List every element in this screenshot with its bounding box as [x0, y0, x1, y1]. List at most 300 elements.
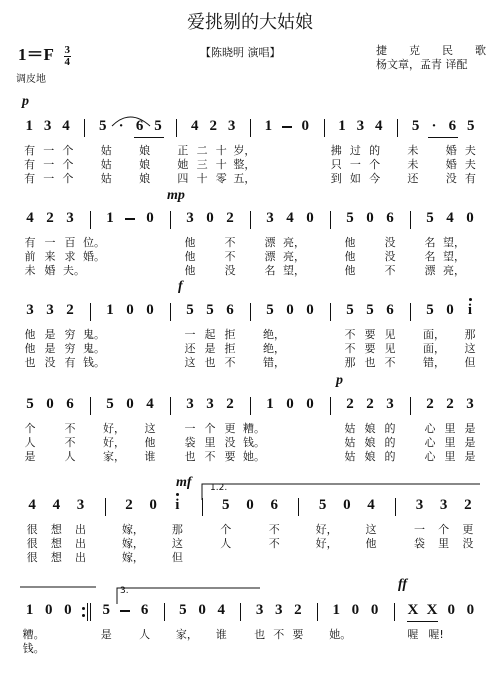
bar-line: [250, 397, 251, 415]
note: 0: [45, 602, 53, 618]
lyric-char: 十: [196, 172, 208, 185]
lyric-char: 一: [349, 158, 361, 171]
composer-credit: 捷 克 民 歌: [376, 44, 486, 57]
bar-line: [330, 303, 331, 321]
note: 3: [466, 396, 474, 412]
lyric-char: 有: [464, 172, 476, 185]
lyric-line-2: [20, 535, 480, 549]
lyric-char: 他: [144, 436, 156, 449]
lyric-char: 婚: [445, 144, 457, 157]
lyric-char: 零: [215, 172, 227, 185]
lyric-char: 他: [24, 342, 36, 355]
lyric-char: 是: [44, 328, 56, 341]
lyric-char: 不: [204, 450, 216, 463]
note: 0: [466, 210, 474, 226]
lyric-char: 不: [224, 250, 236, 263]
bar-line: [317, 603, 318, 621]
lyric-char: 不: [344, 342, 356, 355]
note: 0: [343, 497, 351, 513]
note: 2: [125, 497, 133, 513]
lyric-char: 求: [64, 250, 76, 263]
note: 0: [149, 497, 157, 513]
note: 1: [338, 118, 346, 134]
lyric-char: 姑: [344, 422, 356, 435]
lyric-char: 未: [24, 264, 36, 277]
lyric-char: 也: [184, 450, 196, 463]
lyric-char: 错，: [423, 356, 445, 369]
bar-line: [410, 211, 411, 229]
note: 0: [286, 396, 294, 412]
lyric-line-3: [20, 262, 480, 276]
lyric-char: 不: [273, 628, 285, 641]
note: 5: [426, 302, 434, 318]
note: 0: [301, 118, 309, 134]
key-signature: [18, 40, 71, 68]
lyric-char: 拂: [330, 144, 342, 157]
bar-line: [176, 119, 177, 137]
style-label: 调皮地: [16, 74, 46, 85]
lyric-char: 望，: [443, 236, 465, 249]
lyric-char: 谁: [215, 628, 227, 641]
lyric-char: 他: [184, 264, 196, 277]
note: 0: [206, 210, 214, 226]
note: 0: [447, 602, 455, 618]
lyric-char: 不: [64, 436, 76, 449]
time-bottom: 4: [64, 55, 71, 68]
lyric-line-2: [20, 434, 480, 448]
lyric-char: 拒: [224, 328, 236, 341]
lyric-char: 名: [264, 264, 276, 277]
dot-mark: ·: [118, 118, 124, 134]
lyric-char: 这: [184, 356, 196, 369]
lyric-char: 嫁，: [121, 523, 144, 536]
lyric-line-1: [20, 142, 480, 156]
lyric-char: 不: [384, 356, 396, 369]
lyric-char: 也: [254, 628, 266, 641]
lyric-char: 个: [62, 172, 74, 185]
lyric-char: 里: [444, 422, 456, 435]
note: 1: [266, 396, 274, 412]
note: 2: [226, 396, 234, 412]
lyric-char: 好，: [103, 422, 125, 435]
bar-line: [170, 397, 171, 415]
note: 6: [66, 396, 74, 412]
lyric-char: 不: [384, 264, 396, 277]
note: 0: [306, 396, 314, 412]
note: 1: [106, 210, 114, 226]
lyric-char: 也: [364, 356, 376, 369]
translator-credit: 杨文章，孟青 译配: [376, 58, 468, 71]
bar-line: [240, 603, 241, 621]
note: 3: [76, 497, 85, 513]
note: 0: [286, 302, 294, 318]
lyric-char: 她。: [329, 628, 352, 641]
note: 2: [209, 118, 217, 134]
lyric-line-2: [20, 640, 480, 654]
note: 3: [186, 210, 194, 226]
note: 5: [366, 302, 374, 318]
bar-line: [105, 498, 106, 516]
note: i: [467, 302, 473, 318]
note: 2: [226, 210, 234, 226]
lyric-char: 一: [43, 172, 55, 185]
bar-line: [84, 119, 85, 137]
lyric-char: 有: [64, 356, 76, 369]
lyric-char: 望，: [443, 250, 465, 263]
bar-line: [90, 397, 91, 415]
lyric-char: 姑: [344, 436, 356, 449]
note: 2: [66, 302, 74, 318]
time-top: 3: [64, 43, 71, 56]
note: 3: [356, 118, 365, 134]
lyric-char: 喔!: [428, 628, 444, 641]
lyric-char: 错，: [263, 356, 285, 369]
note: 6: [386, 210, 394, 226]
note-row: [20, 602, 480, 622]
dynamic-mp: mp: [167, 188, 185, 203]
lyric-char: 的: [384, 422, 396, 435]
lyric-char: 穷: [64, 342, 76, 355]
lyric-char: 整，: [233, 158, 256, 171]
note: 6: [270, 497, 278, 513]
lyric-char: 家，: [103, 450, 125, 463]
note: X: [407, 602, 419, 618]
lyric-char: 绝，: [263, 342, 285, 355]
lyric-line-2: [20, 248, 480, 262]
lyric-char: 个: [438, 523, 450, 536]
note: 0: [64, 602, 72, 618]
lyric-char: 婚: [445, 158, 457, 171]
lyric-char: 一: [413, 523, 425, 536]
bar-line: [164, 603, 165, 621]
lyric-char: 有: [24, 172, 36, 185]
bar-line: [170, 303, 171, 321]
lyric-char: 未: [407, 144, 419, 157]
note: 5: [206, 302, 214, 318]
lyric-line-3: [20, 448, 480, 462]
repeat-dot: [82, 607, 85, 610]
note: 3: [386, 396, 394, 412]
lyric-char: 没: [224, 436, 236, 449]
lyric-char: 是: [464, 450, 476, 463]
lyric-char: 但: [464, 356, 476, 369]
lyric-char: 个: [204, 422, 216, 435]
lyric-char: 姑: [100, 158, 112, 171]
lyric-char: 五，: [233, 172, 256, 185]
lyric-char: 起: [204, 328, 216, 341]
note: 0: [246, 497, 254, 513]
lyric-char: 这: [365, 523, 377, 536]
bar-line: [90, 303, 91, 321]
lyric-char: 想: [50, 523, 62, 536]
lyric-line-1: [20, 420, 480, 434]
lyric-char: 要: [292, 628, 304, 641]
beam-underline: [407, 621, 438, 622]
note-row: [20, 396, 480, 416]
lyric-char: 姑: [344, 450, 356, 463]
note: 1: [25, 602, 34, 618]
note: 5: [186, 302, 194, 318]
note: 5: [411, 118, 420, 134]
lyric-line-3: [20, 170, 480, 184]
lyric-char: 十: [215, 144, 227, 157]
key-label: 1＝F: [18, 45, 54, 64]
note: 3: [46, 302, 54, 318]
lyric-char: 家，: [175, 628, 198, 641]
lyric-char: 姑: [100, 172, 112, 185]
lyric-char: 糟。: [22, 628, 45, 641]
lyric-char: 个: [220, 523, 232, 536]
note: 3: [415, 497, 424, 513]
note: 5: [154, 118, 162, 134]
note-row: [20, 210, 480, 230]
lyric-char: 穷: [64, 328, 76, 341]
lyric-char: 的: [369, 144, 381, 157]
lyric-char: 娘: [139, 158, 151, 171]
note: 6: [448, 118, 457, 134]
dynamic-p-1: p: [22, 94, 29, 109]
note: 2: [426, 396, 434, 412]
note: 6: [386, 302, 394, 318]
dynamic-f: f: [178, 279, 183, 294]
lyric-char: 面，: [423, 342, 445, 355]
lyric-char: 他: [184, 236, 196, 249]
lyric-char: 亮，: [283, 250, 305, 263]
lyric-char: 岁，: [233, 144, 256, 157]
lyric-line-1: [20, 326, 480, 340]
note: 4: [367, 497, 375, 513]
lyric-char: 想: [50, 551, 62, 564]
note: 2: [346, 396, 354, 412]
lyric-char: 是: [464, 436, 476, 449]
note: 3: [275, 602, 283, 618]
lyric-char: 没: [445, 172, 457, 185]
lyric-char: 他: [344, 250, 356, 263]
bar-line: [202, 498, 203, 516]
volta-first-label: 1.2.: [210, 483, 228, 493]
lyric-char: 他: [24, 328, 36, 341]
lyric-line-1: [20, 521, 480, 535]
lyric-char: 他: [344, 236, 356, 249]
lyric-char: 袋: [413, 537, 425, 550]
lyric-char: 来: [44, 250, 56, 263]
lyric-char: 很: [26, 551, 38, 564]
note: 3: [26, 302, 34, 318]
lyric-char: 娘: [139, 144, 151, 157]
lyric-char: 如: [349, 172, 361, 185]
note: 3: [43, 118, 52, 134]
lyric-char: 名: [424, 236, 436, 249]
lyric-char: 个: [24, 422, 36, 435]
lyric-char: 很: [26, 537, 38, 550]
lyric-char: 位。: [83, 236, 105, 249]
note: 0: [306, 210, 314, 226]
note: 0: [46, 396, 54, 412]
lyric-char: 四: [177, 172, 189, 185]
lyric-char: 夫: [464, 158, 476, 171]
bar-line: [90, 211, 91, 229]
lyric-char: 不: [224, 356, 236, 369]
note: 0: [126, 302, 134, 318]
lyric-char: 糟。: [243, 422, 265, 435]
lyric-char: 里: [444, 450, 456, 463]
note: 4: [217, 602, 225, 618]
lyric-char: 的: [384, 450, 396, 463]
lyric-char: 过: [349, 144, 361, 157]
bar-line: [324, 119, 325, 137]
note: 3: [439, 497, 448, 513]
note: 1: [332, 602, 340, 618]
note: 0: [306, 302, 314, 318]
note: 0: [126, 396, 134, 412]
lyric-line-2: [20, 340, 480, 354]
note: 3: [227, 118, 236, 134]
note: 5: [346, 302, 354, 318]
lyric-char: 个: [369, 158, 381, 171]
lyric-char: 出: [75, 537, 87, 550]
lyric-char: 钱。: [83, 356, 105, 369]
lyric-char: 一: [43, 144, 55, 157]
note: 1: [25, 118, 33, 134]
dash-mark: [125, 218, 135, 220]
note: 3: [255, 602, 264, 618]
dash-mark: [120, 610, 130, 612]
lyric-char: 嫁，: [121, 551, 144, 564]
lyric-char: 是: [464, 422, 476, 435]
note: X: [426, 602, 438, 618]
note: 6: [226, 302, 234, 318]
note: 5: [26, 396, 34, 412]
note: 4: [62, 118, 70, 134]
note: 3: [66, 210, 74, 226]
lyric-char: 未: [407, 158, 419, 171]
note: 0: [446, 302, 454, 318]
lyric-char: 是: [204, 342, 216, 355]
lyric-line-1: [20, 626, 480, 640]
beam-underline: [134, 137, 164, 138]
lyric-char: 姑: [100, 144, 112, 157]
note: 4: [52, 497, 61, 513]
note: 4: [26, 210, 34, 226]
dynamic-mf: mf: [176, 475, 192, 490]
note: 5: [106, 396, 114, 412]
lyric-char: 不: [224, 236, 236, 249]
lyric-char: 没: [224, 264, 236, 277]
note: 3: [206, 396, 214, 412]
lyric-char: 一: [43, 158, 55, 171]
dot-mark: ·: [431, 118, 437, 134]
lyric-char: 亮，: [443, 264, 465, 277]
lyric-char: 也: [204, 356, 216, 369]
lyric-char: 里: [438, 537, 450, 550]
lyric-char: 心: [424, 422, 436, 435]
lyric-char: 百: [64, 236, 76, 249]
note: 5: [426, 210, 434, 226]
lyric-char: 今: [369, 172, 381, 185]
lyric-char: 的: [384, 436, 396, 449]
note: 5: [222, 497, 230, 513]
note: 5: [99, 118, 107, 134]
lyric-char: 是: [24, 450, 36, 463]
bar-line: [87, 603, 88, 621]
note: 1: [106, 302, 114, 318]
lyric-char: 娘: [139, 172, 151, 185]
lyric-char: 有: [24, 236, 36, 249]
note: i: [175, 497, 180, 513]
lyric-char: 二: [196, 144, 208, 157]
lyric-char: 漂: [424, 264, 436, 277]
lyric-char: 绝，: [263, 328, 285, 341]
note: 6: [140, 602, 149, 618]
note: 5: [102, 602, 110, 618]
lyric-char: 也: [24, 356, 36, 369]
dynamic-p-2: p: [336, 373, 343, 388]
lyric-char: 十: [215, 158, 227, 171]
note: 4: [286, 210, 294, 226]
lyric-char: 想: [50, 537, 62, 550]
note-row: [20, 118, 480, 138]
lyric-char: 只: [330, 158, 342, 171]
lyric-char: 鬼。: [83, 342, 105, 355]
note-row: [20, 497, 480, 517]
lyric-char: 出: [75, 523, 87, 536]
lyric-char: 那: [464, 328, 476, 341]
lyric-char: 前: [24, 250, 36, 263]
octave-dot: [176, 493, 179, 496]
lyric-char: 婚: [44, 264, 56, 277]
bar-line-double: [90, 603, 91, 621]
lyric-char: 正: [177, 144, 189, 157]
bar-line: [250, 303, 251, 321]
lyric-char: 娘: [364, 422, 376, 435]
lyric-char: 夫。: [63, 264, 85, 277]
lyric-char: 拒: [224, 342, 236, 355]
lyric-char: 喔: [407, 628, 419, 641]
lyric-char: 不: [64, 422, 76, 435]
lyric-char: 要: [364, 342, 376, 355]
dynamic-ff: ff: [398, 577, 408, 592]
lyric-char: 一: [184, 328, 196, 341]
lyric-char: 没: [44, 356, 56, 369]
lyric-char: 鬼。: [83, 328, 105, 341]
lyric-char: 但: [171, 551, 183, 564]
note: 2: [464, 497, 472, 513]
lyric-char: 夫: [464, 144, 476, 157]
lyric-char: 一: [44, 236, 56, 249]
song-title: 爱挑剔的大姑娘: [187, 12, 313, 33]
note: 5: [179, 602, 187, 618]
performer-credit: 【陈晓明 演唱】: [200, 46, 281, 59]
lyric-char: 心: [424, 436, 436, 449]
lyric-char: 好，: [315, 537, 338, 550]
lyric-char: 谁: [144, 450, 156, 463]
time-signature: [64, 45, 72, 68]
lyric-char: 有: [24, 144, 36, 157]
lyric-char: 钱。: [22, 642, 45, 655]
note: 0: [146, 210, 154, 226]
lyric-char: 见: [384, 328, 396, 341]
lyric-char: 漂: [264, 236, 276, 249]
volta-third-label: 3.: [120, 586, 129, 596]
note: 3: [186, 396, 194, 412]
lyric-char: 不: [268, 537, 280, 550]
lyric-char: 里: [204, 436, 216, 449]
note: 5: [467, 118, 475, 134]
lyric-char: 亮，: [283, 236, 305, 249]
lyric-char: 不: [268, 523, 280, 536]
lyric-char: 要: [224, 450, 236, 463]
lyric-char: 他: [184, 250, 196, 263]
